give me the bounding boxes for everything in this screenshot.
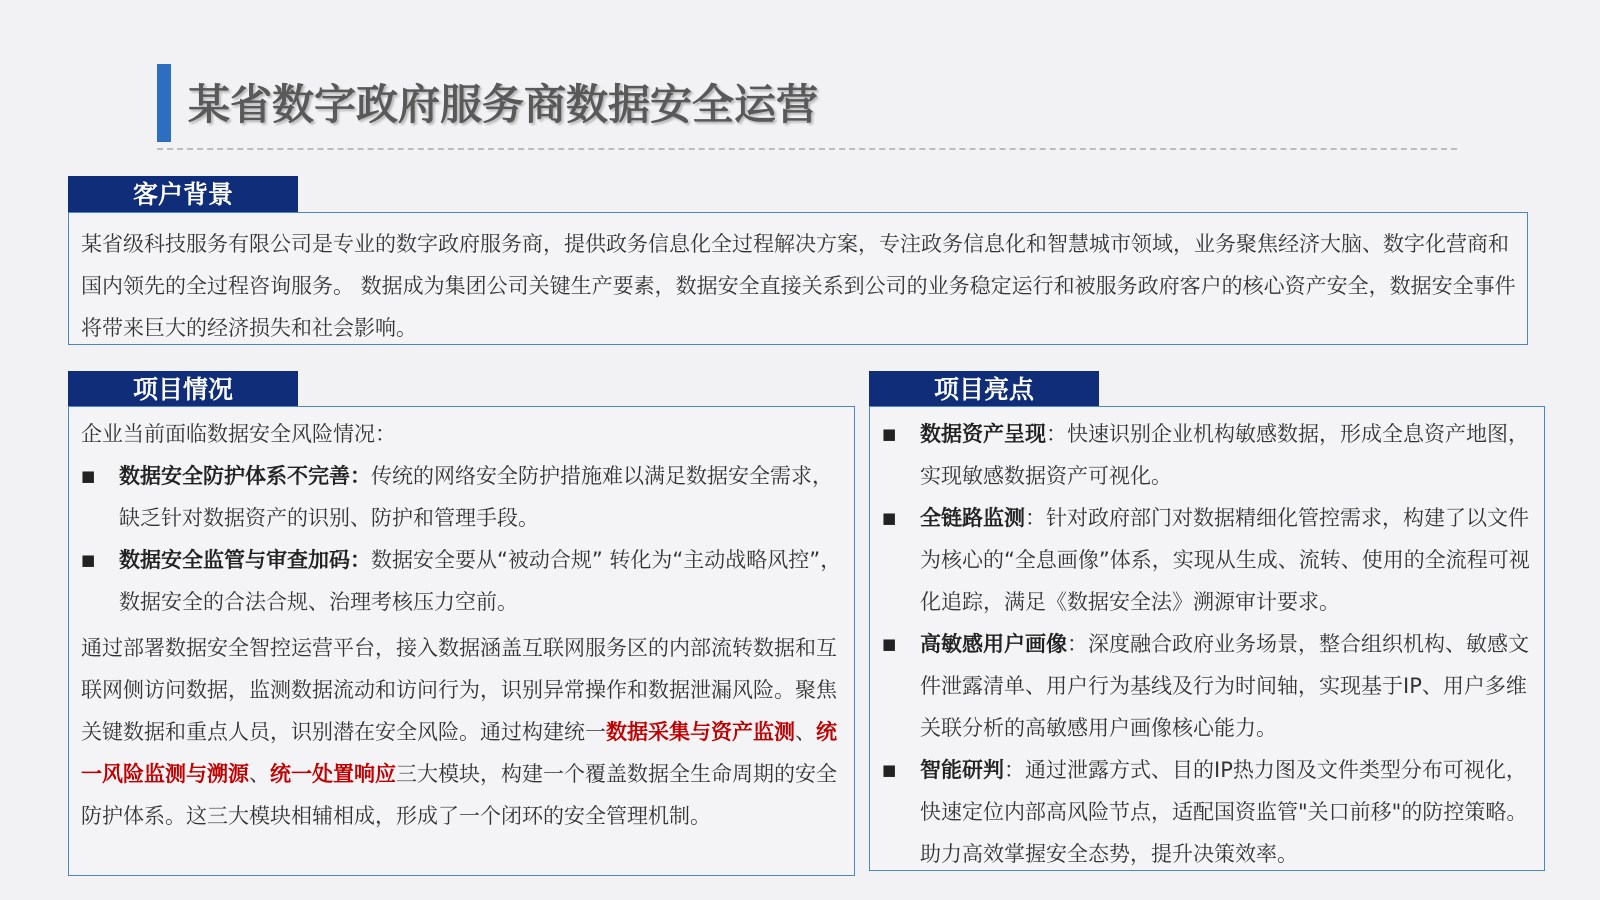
highlight-item — [882, 497, 1536, 623]
situation-bullet — [81, 539, 842, 623]
square-bullet-icon: ■ — [81, 551, 96, 569]
bullet-title: 数据安全监管与审查加码： — [119, 548, 371, 572]
highlight-title: 智能研判 — [920, 758, 1004, 782]
background-text: 某省级科技服务有限公司是专业的数字政府服务商，提供政务信息化全过程解决方案，专注政务信息化和智慧城市领域，业务聚焦经济大脑、数字化营商和国内领先的全过程咨询服务。 数据成为集团公司关键生产要素，数据安全直接关系到公司的业务稳定运行和被服务政府客户的核心资产安全，数据安全事件将带来巨大的经济损失和社会影响。 — [81, 232, 1516, 340]
square-bullet-icon: ■ — [81, 467, 96, 485]
situation-box — [68, 406, 855, 876]
bullet-text: 传统的网络安全防护措施难以满足数据安全需求，缺乏针对数据资产的识别、防护和管理手段。 — [119, 464, 833, 530]
separator: 、 — [795, 720, 816, 744]
separator: 、 — [249, 762, 270, 786]
situation-paragraph — [81, 627, 842, 837]
square-bullet-icon: ■ — [882, 635, 897, 653]
square-bullet-icon: ■ — [882, 761, 897, 779]
highlight-text: ：深度融合政府业务场景，整合组织机构、敏感文件泄露清单、用户行为基线及行为时间轴，实现基于IP、用户多维关联分析的高敏感用户画像核心能力。 — [920, 632, 1529, 740]
highlight-title: 高敏感用户画像 — [920, 632, 1067, 656]
title-accent-bar — [157, 64, 171, 142]
module-highlight: 统一处置响应 — [270, 762, 396, 786]
page-title: 某省数字政府服务商数据安全运营 — [188, 80, 819, 129]
paragraph-text: 通过部署数据安全智控运营平台，接入数据涵盖互联网服务区的内部流转数据和互联网侧访问数据，监测数据流动和访问行为，识别异常操作和数据泄漏风险。聚焦关键数据和重点人员，识别潜在安全风险。通过构建统一 — [81, 636, 837, 744]
paragraph-text: 三大模块，构建一个覆盖数据全生命周期的安全防护体系。这三大模块相辅相成，形成了一个闭环的安全管理机制。 — [81, 762, 837, 828]
highlight-text: ：针对政府部门对数据精细化管控需求，构建了以文件为核心的“全息画像”体系，实现从生成、流转、使用的全流程可视化追踪，满足《数据安全法》溯源审计要求。 — [920, 506, 1530, 614]
highlight-item — [882, 413, 1536, 497]
bullet-title: 数据安全防护体系不完善： — [119, 464, 371, 488]
highlights-heading: 项目亮点 — [869, 371, 1099, 407]
highlight-text: ：快速识别企业机构敏感数据，形成全息资产地图，实现敏感数据资产可视化。 — [920, 422, 1529, 488]
highlight-title: 全链路监测 — [920, 506, 1025, 530]
module-highlight: 数据采集与资产监测 — [606, 720, 795, 744]
background-heading: 客户背景 — [68, 176, 298, 212]
bullet-text: 数据安全要从“被动合规” 转化为“主动战略风控”，数据安全的合法合规、治理考核压力空前。 — [119, 548, 842, 614]
highlight-item — [882, 623, 1536, 749]
background-box — [68, 212, 1528, 345]
highlight-item — [882, 749, 1536, 875]
square-bullet-icon: ■ — [882, 509, 897, 527]
highlight-title: 数据资产呈现 — [920, 422, 1046, 446]
highlight-text: ：通过泄露方式、目的IP热力图及文件类型分布可视化，快速定位内部高风险节点，适配国资监管"关口前移"的防控策略。助力高效掌握安全态势，提升决策效率。 — [920, 758, 1528, 866]
highlights-box — [869, 406, 1545, 871]
situation-intro: 企业当前面临数据安全风险情况： — [81, 422, 396, 446]
title-divider — [157, 148, 1457, 150]
module-highlight: 统一风险监测与溯源 — [81, 720, 837, 786]
situation-bullet — [81, 455, 842, 539]
square-bullet-icon: ■ — [882, 425, 897, 443]
situation-heading: 项目情况 — [68, 371, 298, 407]
